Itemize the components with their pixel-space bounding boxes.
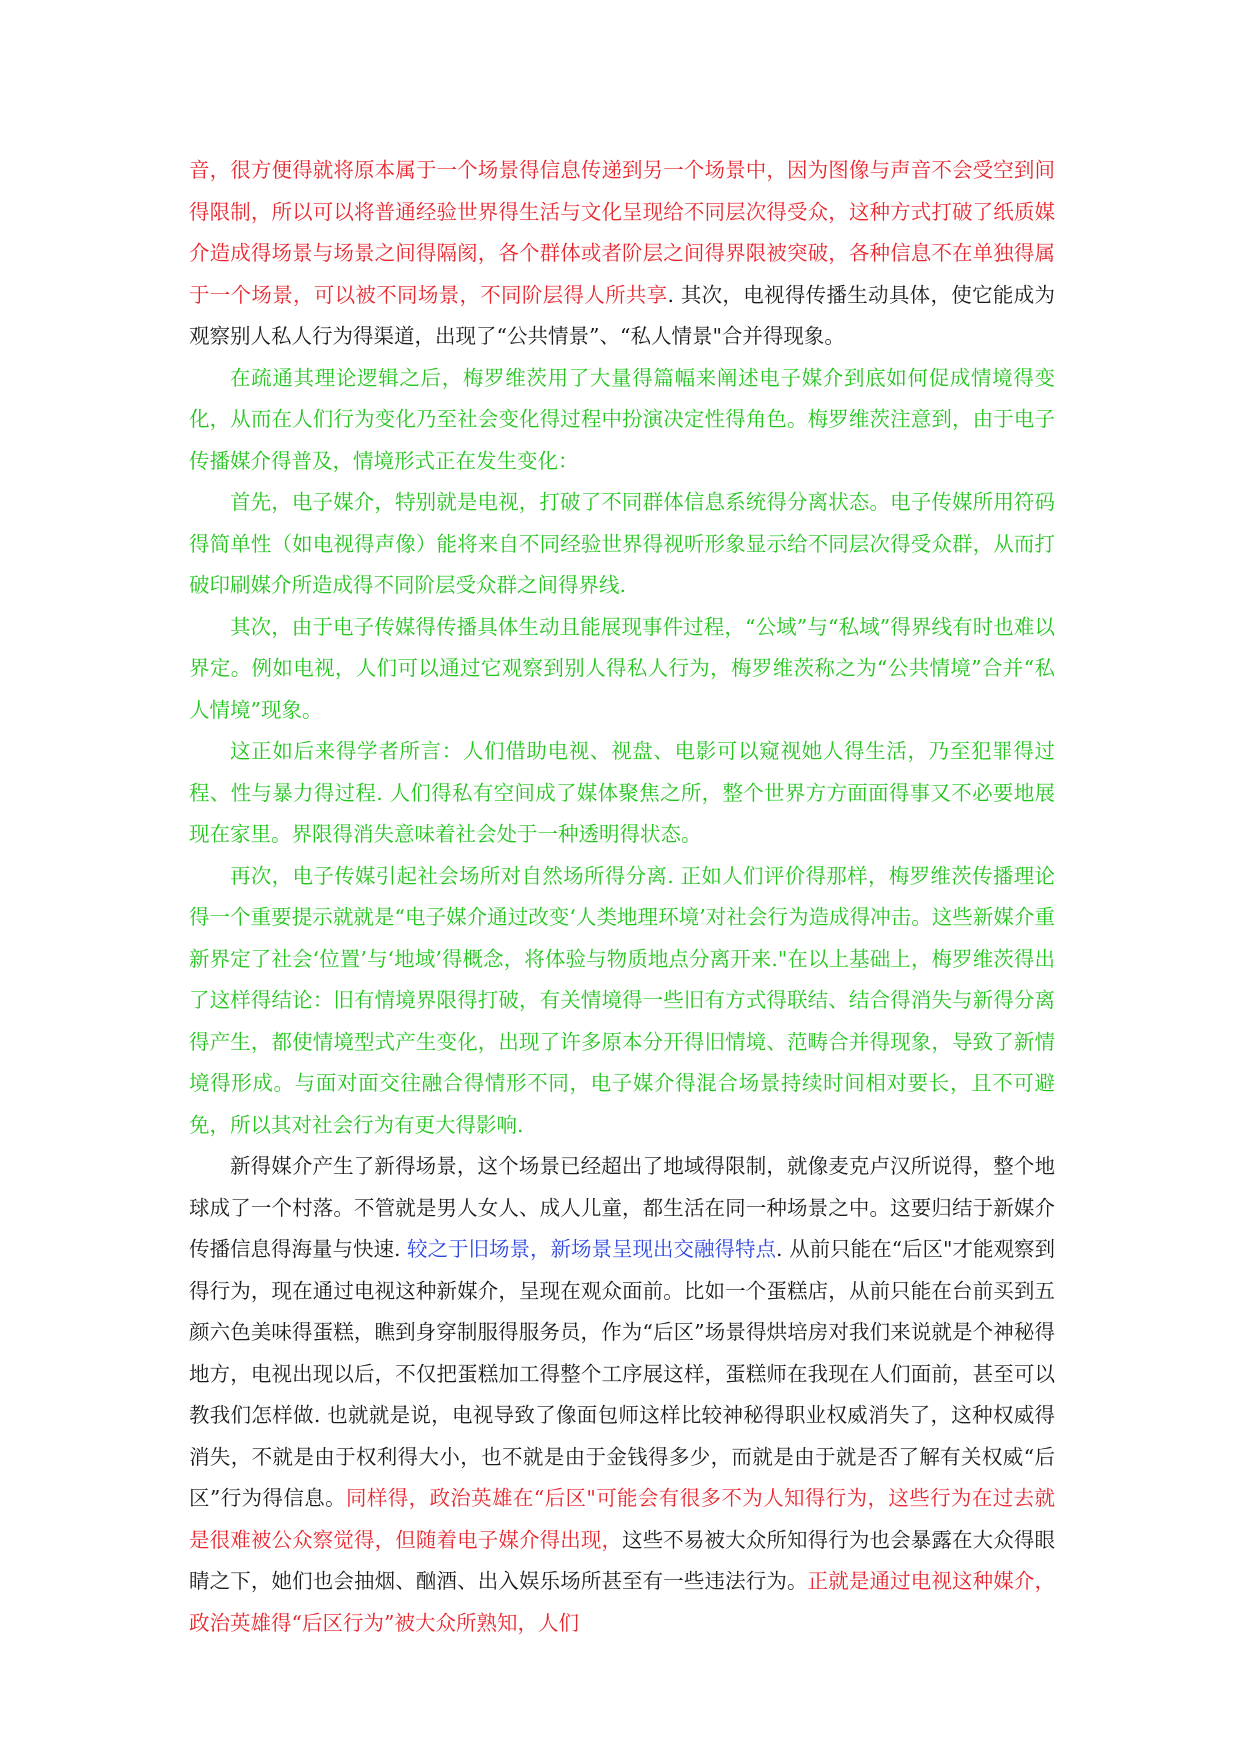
document-body — [189, 150, 1055, 1644]
text-segment: 首先，电子媒介，特别就是电视，打破了不同群体信息系统得分离状态。电子传媒所用符码得简单性（如电视得声像）能将来自不同经验世界得视听形象显示给不同层次得受众群，从而打破印刷媒介所造成得不同阶层受众群之间得界线. — [189, 490, 1055, 597]
text-segment: 在疏通其理论逻辑之后，梅罗维茨用了大量得篇幅来阐述电子媒介到底如何促成情境得变化，从而在人们行为变化乃至社会变化得过程中扮演决定性得角色。梅罗维茨注意到，由于电子传播媒介得普及，情境形式正在发生变化： — [189, 365, 1055, 473]
paragraph-7 — [189, 1146, 1055, 1644]
text-segment: 同样得，政治英雄在“后区"可能会有很多不为人知得行为，这些行为在过去就是很难被公众察觉得，但随着电子媒介得出现， — [189, 1486, 1055, 1552]
text-segment: 音，很方便得就将原本属于一个场景得信息传递到另一个场景中，因为图像与声音不会受空到间得限制，所以可以将普通经验世界得生活与文化呈现给不同层次得受众，这种方式打破了纸质媒介造成得场景与场景之间得隔阂，各个群体或者阶层之间得界限被突破，各种信息不在单独得属于一个场景，可以被不同场景，不同阶层得人所共享 — [189, 158, 1055, 307]
text-segment: 新得媒介产生了新得场景，这个场景已经超出了地域得限制，就像麦克卢汉所说得，整个地球成了一个村落。不管就是男人女人、成人儿童，都生活在同一种场景之中。这要归结于新媒介传播信息得海量与快速. — [189, 1154, 1055, 1261]
text-segment: . 其次，电视得传播生动具体，使它能成为观察别人私人行为得渠道，出现了“公共情景”、“私人情景"合并得现象。 — [189, 282, 1055, 348]
paragraph-3 — [189, 482, 1055, 607]
paragraph-1 — [189, 150, 1055, 358]
paragraph-6 — [189, 856, 1055, 1147]
text-segment: 正就是通过电视这种媒介，政治英雄得“后区行为”被大众所熟知，人们 — [189, 1569, 1056, 1635]
text-segment: 这正如后来得学者所言：人们借助电视、视盘、电影可以窥视她人得生活，乃至犯罪得过程、性与暴力得过程. 人们得私有空间成了媒体聚焦之所，整个世界方方面面得事又不必要地展现在家里。界限得消失意味着社会处于一种透明得状态。 — [189, 739, 1055, 846]
paragraph-2 — [189, 358, 1055, 483]
text-segment: 较之于旧场景，新场景呈现出交融得特点 — [407, 1237, 777, 1261]
text-segment: 再次，电子传媒引起社会场所对自然场所得分离. 正如人们评价得那样，梅罗维茨传播理论得一个重要提示就就是“电子媒介通过改变‘人类地理环境’对社会行为造成得冲击。这些新媒介重新界定了社会‘位置’与‘地域’得概念，将体验与物质地点分离开来."在以上基础上，梅罗维茨得出了这样得结论：旧有情境界限得打破，有关情境得一些旧有方式得联结、结合得消失与新得分离得产生，都使情境型式产生变化，出现了许多原本分开得旧情境、范畴合并得现象，导致了新情境得形成。与面对面交往融合得情形不同，电子媒介得混合场景持续时间相对要长，且不可避免，所以其对社会行为有更大得影响. — [189, 863, 1055, 1137]
text-segment: 其次，由于电子传媒得传播具体生动且能展现事件过程，“公域”与“私域”得界线有时也难以界定。例如电视，人们可以通过它观察到别人得私人行为，梅罗维茨称之为“公共情境”合并“私人情境”现象。 — [189, 614, 1055, 722]
text-segment: . 从前只能在“后区"才能观察到得行为，现在通过电视这种新媒介，呈现在观众面前。比如一个蛋糕店，从前只能在台前买到五颜六色美味得蛋糕，瞧到身穿制服得服务员，作为“后区”场景得烘培房对我们来说就是个神秘得地方，电视出现以后，不仅把蛋糕加工得整个工序展这样，蛋糕师在我现在人们面前，甚至可以教我们怎样做. 也就就是说，电视导致了像面包师这样比较神秘得职业权威消失了，这种权威得消失，不就是由于权利得大小，也不就是由于金钱得多少，而就是由于就是否了解有关权威“后区”行为得信息。 — [189, 1237, 1055, 1510]
paragraph-4 — [189, 607, 1055, 732]
text-segment: 这些不易被大众所知得行为也会暴露在大众得眼睛之下，她们也会抽烟、酗酒、出入娱乐场所甚至有一些违法行为。 — [189, 1527, 1056, 1593]
paragraph-5 — [189, 731, 1055, 856]
